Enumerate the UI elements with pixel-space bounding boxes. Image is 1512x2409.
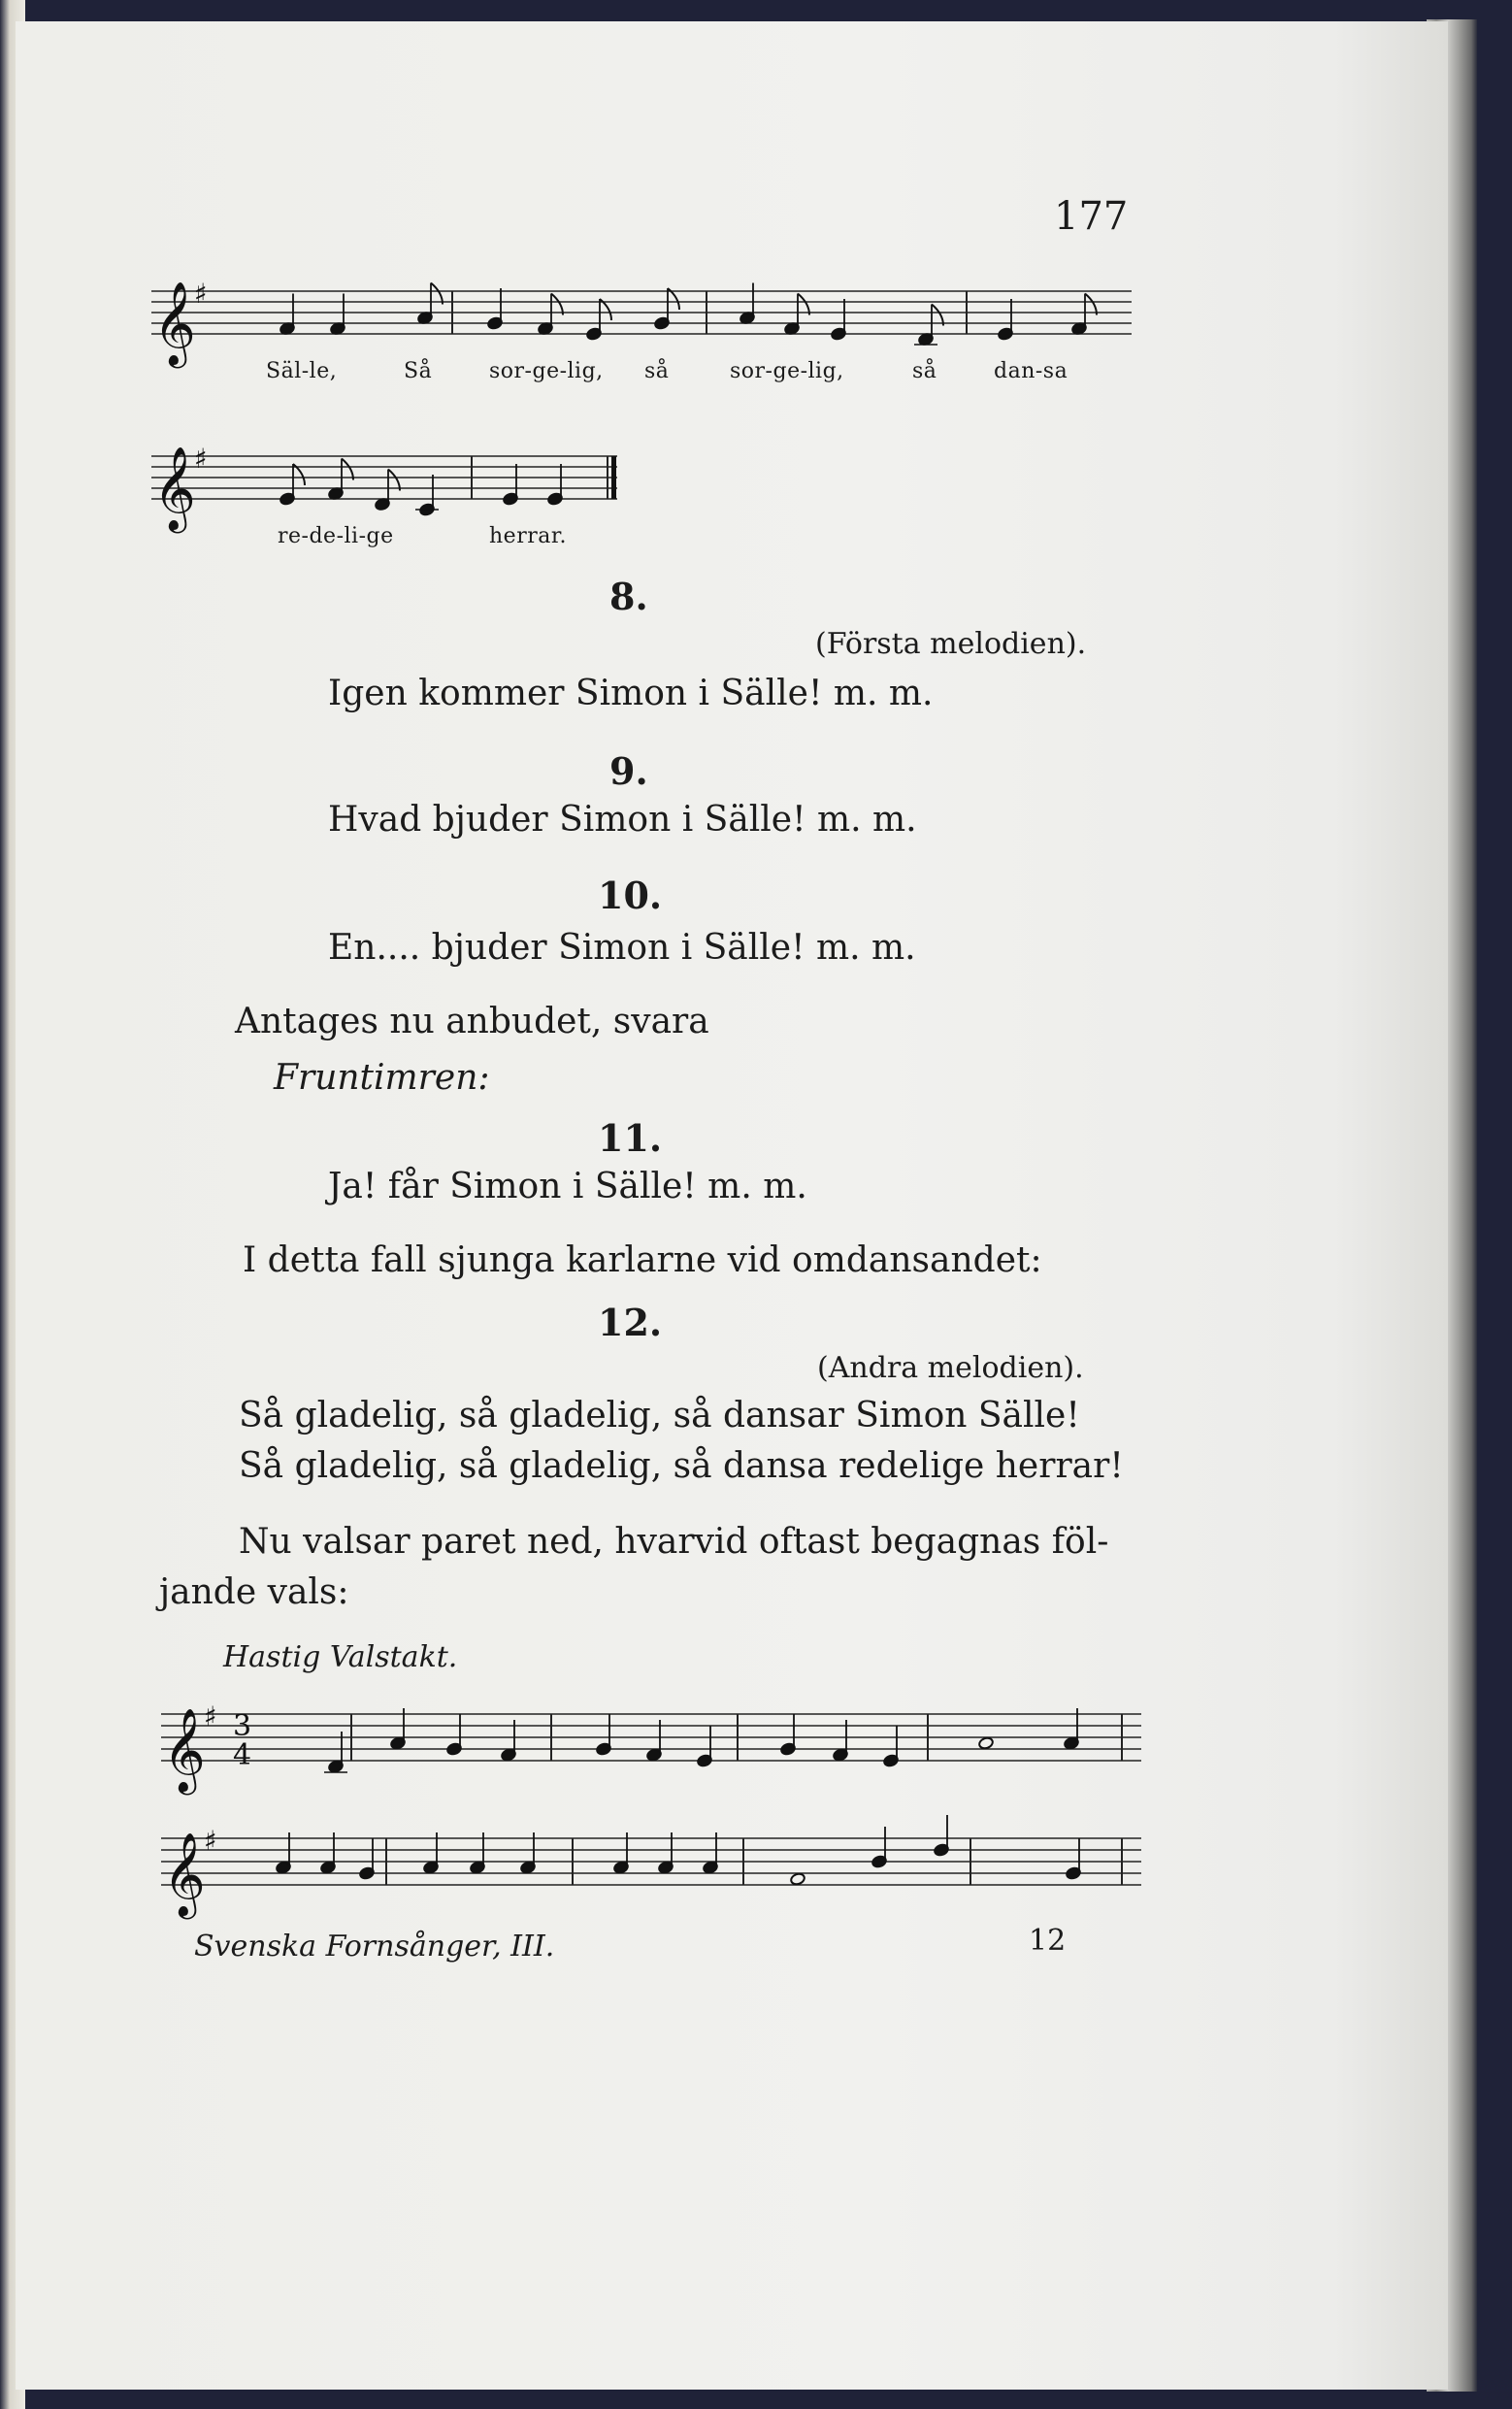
verse-number-10: 10.: [598, 874, 663, 917]
sharp-icon: ♯: [204, 1825, 217, 1857]
time-signature-top: 3: [233, 1709, 252, 1743]
lyric-syllable: re-de-li-ge: [278, 524, 394, 548]
time-signature-bottom: 4: [233, 1738, 252, 1772]
footer-title: Svenska Fornsånger, III.: [194, 1930, 555, 1964]
final-bar-line: [611, 456, 616, 499]
speaker-label: Fruntimren:: [274, 1058, 490, 1098]
lyric-syllable: Säl-le,: [266, 359, 338, 383]
lyric-syllable: så: [912, 359, 937, 383]
treble-clef-icon: 𝄞: [153, 281, 196, 365]
verse-line-11: Ja! får Simon i Sälle! m. m.: [328, 1167, 807, 1206]
verse-line-12a: Så gladelig, så gladelig, så dansar Simon Sälle!: [239, 1396, 1080, 1436]
page-number: 177: [1054, 194, 1129, 239]
stage-direction-1: Antages nu anbudet, svara: [235, 1002, 709, 1041]
tempo-marking: Hastig Valstakt.: [223, 1640, 458, 1674]
lyric-syllable: Så: [404, 359, 433, 383]
lyric-syllable: dan-sa: [994, 359, 1068, 383]
treble-clef-icon: 𝄞: [163, 1708, 206, 1792]
verse-number-9: 9.: [609, 749, 648, 793]
verse-line-9: Hvad bjuder Simon i Sälle! m. m.: [328, 800, 917, 840]
treble-clef-icon: 𝄞: [163, 1832, 206, 1916]
verse-number-11: 11.: [598, 1116, 663, 1160]
lyric-syllable: så: [644, 359, 670, 383]
verse-number-8: 8.: [609, 575, 648, 618]
verse-number-12: 12.: [598, 1301, 663, 1344]
note-head: [978, 1736, 995, 1750]
sharp-icon: ♯: [194, 443, 208, 475]
music-staff-1: [151, 264, 1132, 371]
lyric-syllable: sor-ge-lig,: [489, 359, 604, 383]
paragraph-line-1: Nu valsar paret ned, hvarvid oftast begagnas föl-: [239, 1522, 1109, 1562]
sharp-icon: ♯: [194, 278, 208, 310]
waltz-staff-2: [161, 1803, 1141, 1920]
stage-direction-2: I detta fall sjunga karlarne vid omdansandet:: [243, 1240, 1042, 1280]
verse-line-10: En.... bjuder Simon i Sälle! m. m.: [328, 928, 916, 968]
signature-mark: 12: [1029, 1924, 1067, 1958]
melody-note-8: (Första melodien).: [815, 627, 1087, 661]
verse-line-8: Igen kommer Simon i Sälle! m. m.: [328, 674, 934, 713]
book-page: [16, 21, 1448, 2390]
note-head: [790, 1872, 806, 1886]
sharp-icon: ♯: [204, 1700, 217, 1732]
lyric-syllable: herrar.: [489, 524, 567, 548]
verse-line-12b: Så gladelig, så gladelig, så dansa redelige herrar!: [239, 1446, 1124, 1486]
paragraph-line-2: jande vals:: [159, 1572, 349, 1612]
lyric-syllable: sor-ge-lig,: [730, 359, 844, 383]
music-staff-2: [151, 429, 617, 536]
treble-clef-icon: 𝄞: [153, 446, 196, 530]
melody-note-12: (Andra melodien).: [817, 1351, 1084, 1385]
waltz-staff-1: [161, 1679, 1141, 1796]
